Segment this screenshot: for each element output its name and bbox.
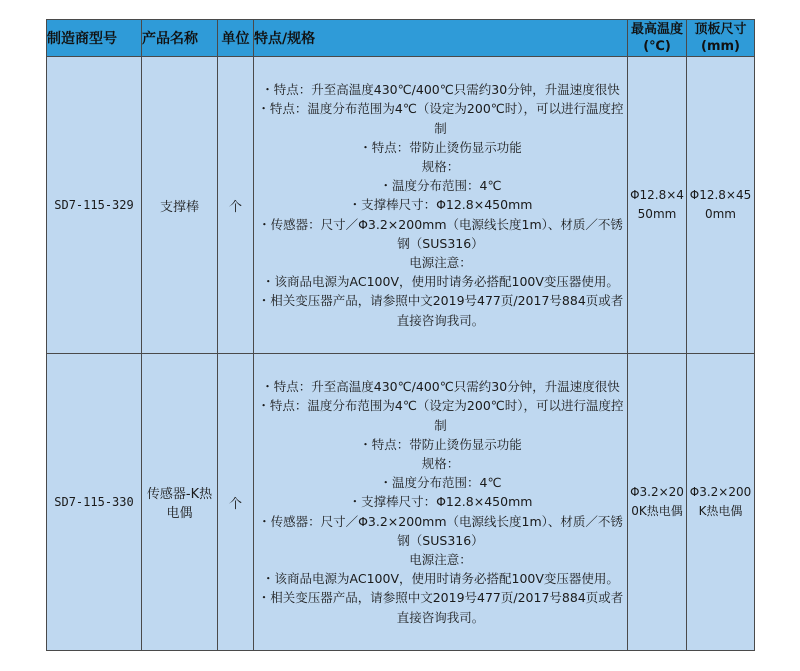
feature-line: ・特点：温度分布范围为4℃（设定为200℃时），可以进行温度控制 [257,101,624,136]
feature-line: ・传感器：尺寸／Φ3.2×200mm（电源线长度1m）、材质／不锈钢（SUS316） [258,216,623,251]
header-features: 特点/规格 [254,20,628,57]
feature-line: ・支撑棒尺寸：Φ12.8×450mm [348,197,533,213]
feature-line: ・特点：温度分布范围为4℃（设定为200℃时），可以进行温度控制 [257,398,624,433]
model-cell: SD7-115-330 [47,354,142,651]
feature-line: ・该商品电源为AC100V，使用时请务必搭配100V变压器使用。 [262,571,619,587]
feature-line: ・温度分布范围：4℃ [379,475,502,491]
name-cell: 传感器-K热电偶 [142,354,218,651]
feature-line: ・支撑棒尺寸：Φ12.8×450mm [348,494,533,510]
features-cell [254,354,628,651]
feature-line: 电源注意： [409,255,472,270]
unit-cell: 个 [218,57,254,354]
feature-line: 规格： [421,158,460,174]
features-cell [254,57,628,354]
feature-line: ・特点：升至高温度430℃/400℃只需约30分钟，升温速度很快 [261,82,620,98]
table-row [47,354,755,651]
feature-line: ・该商品电源为AC100V，使用时请务必搭配100V变压器使用。 [262,274,619,290]
feature-line: 电源注意： [409,552,472,567]
feature-line: ・特点：带防止烫伤显示功能 [359,139,522,155]
header-unit: 单位 [218,20,254,57]
unit-cell: 个 [218,354,254,651]
header-name: 产品名称 [142,20,218,57]
product-spec-table [46,19,755,651]
model-cell: SD7-115-329 [47,57,142,354]
feature-line: 规格： [421,455,460,471]
header-model: 制造商型号 [47,20,142,57]
table-header-row [47,20,755,57]
feature-line: ・特点：带防止烫伤显示功能 [359,436,522,452]
feature-line: ・相关变压器产品，请参照中文2019号477页/2017号884页或者直接咨询我司。 [257,293,624,328]
feature-line: ・特点：升至高温度430℃/400℃只需约30分钟，升温速度很快 [261,379,620,395]
feature-line: ・相关变压器产品，请参照中文2019号477页/2017号884页或者直接咨询我司。 [257,590,624,625]
name-cell: 支撑棒 [142,57,218,354]
max-temp-cell: Φ12.8×450mm [628,57,687,354]
table-row [47,57,755,354]
header-max-temp: 最高温度(℃) [628,20,687,57]
header-top-size: 顶板尺寸(mm) [687,20,755,57]
max-temp-cell: Φ3.2×200K热电偶 [628,354,687,651]
feature-line: ・传感器：尺寸／Φ3.2×200mm（电源线长度1m）、材质／不锈钢（SUS316） [258,513,623,548]
top-size-cell: Φ3.2×200K热电偶 [687,354,755,651]
top-size-cell: Φ12.8×450mm [687,57,755,354]
feature-line: ・温度分布范围：4℃ [379,178,502,194]
